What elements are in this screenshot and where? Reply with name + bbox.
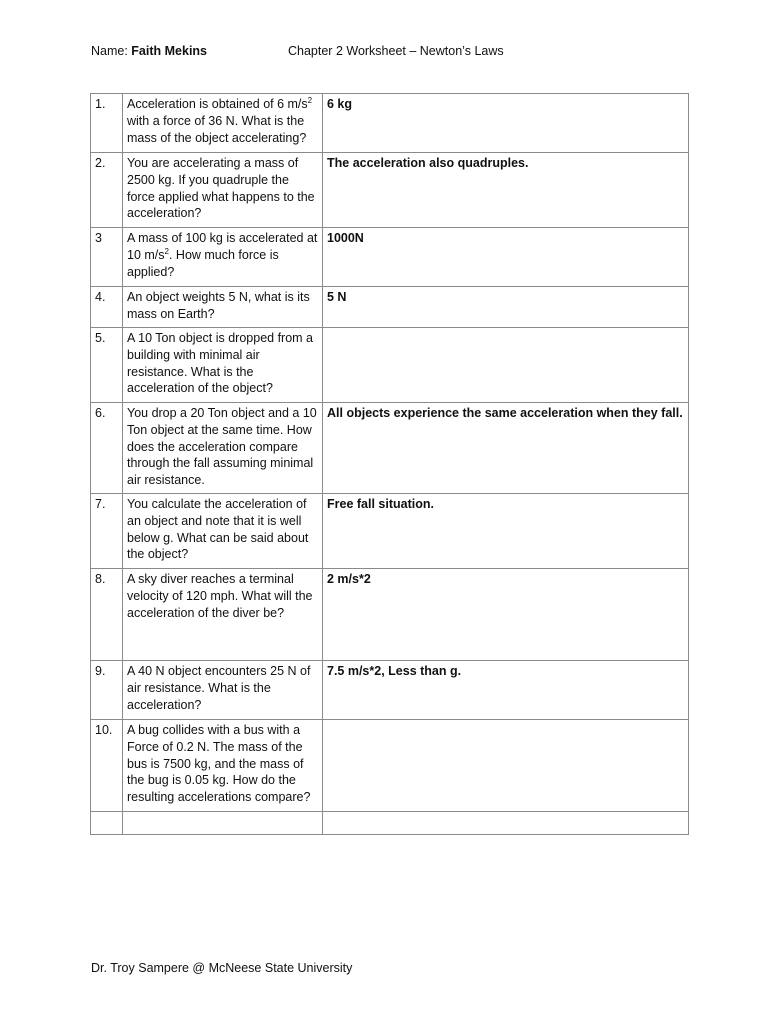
question-number: 8. <box>91 569 123 661</box>
empty-cell <box>323 812 689 835</box>
answer-text: 1000N <box>323 228 689 287</box>
student-name-line <box>91 44 207 58</box>
question-text: A bug collides with a bus with a Force of 0.2 N. The mass of the bus is 7500 kg, and the mass of the bug is 0.05 kg. How do the resulting accelerations compare? <box>123 720 323 812</box>
question-number: 5. <box>91 328 123 403</box>
question-text: An object weights 5 N, what is its mass on Earth? <box>123 287 323 328</box>
worksheet-title: Chapter 2 Worksheet – Newton’s Laws <box>288 44 504 58</box>
table-row <box>91 94 689 153</box>
question-number: 9. <box>91 661 123 720</box>
student-name: Faith Mekins <box>131 44 208 58</box>
question-text: A mass of 100 kg is accelerated at 10 $m/s^2$. How much force is applied? <box>123 228 323 287</box>
question-number: 4. <box>91 287 123 328</box>
question-number: 6. <box>91 403 123 494</box>
answer-text: The acceleration also quadruples. <box>323 153 689 228</box>
footer-credit: Dr. Troy Sampere @ McNeese State University <box>91 961 353 975</box>
answer-text: 2 m/s*2 <box>323 569 689 661</box>
table-row <box>91 661 689 720</box>
question-number: 7. <box>91 494 123 569</box>
question-number: 1. <box>91 94 123 153</box>
table-row <box>91 228 689 287</box>
question-text: You calculate the acceleration of an object and note that it is well below g. What can be said about the object? <box>123 494 323 569</box>
answer-text <box>323 720 689 812</box>
empty-cell <box>91 812 123 835</box>
table-row <box>91 403 689 494</box>
question-text: A 10 Ton object is dropped from a building with minimal air resistance. What is the acceleration of the object? <box>123 328 323 403</box>
question-number: 10. <box>91 720 123 812</box>
table-row <box>91 153 689 228</box>
table-row <box>91 328 689 403</box>
question-text: A sky diver reaches a terminal velocity of 120 mph. What will the acceleration of the diver be? <box>123 569 323 661</box>
answer-text: 5 N <box>323 287 689 328</box>
answer-text <box>323 328 689 403</box>
answer-text: 6 kg <box>323 94 689 153</box>
question-number: 2. <box>91 153 123 228</box>
table-row <box>91 720 689 812</box>
answer-text: All objects experience the same acceleration when they fall. <box>323 403 689 494</box>
question-text: Acceleration is obtained of 6 $m/s^2$ with a force of 36 N. What is the mass of the object accelerating? <box>123 94 323 153</box>
question-number: 3 <box>91 228 123 287</box>
name-label: Name: <box>91 44 132 58</box>
table-row <box>91 287 689 328</box>
question-text: You are accelerating a mass of 2500 kg. If you quadruple the force applied what happens to the acceleration? <box>123 153 323 228</box>
answer-text: Free fall situation. <box>323 494 689 569</box>
answer-text: 7.5 m/s*2, Less than g. <box>323 661 689 720</box>
empty-cell <box>123 812 323 835</box>
table-row-empty <box>91 812 689 835</box>
question-text: You drop a 20 Ton object and a 10 Ton object at the same time. How does the acceleration compare through the fall assuming minimal air resistance. <box>123 403 323 494</box>
table-row <box>91 494 689 569</box>
worksheet-table <box>90 93 689 835</box>
question-text: A 40 N object encounters 25 N of air resistance. What is the acceleration? <box>123 661 323 720</box>
table-row <box>91 569 689 661</box>
